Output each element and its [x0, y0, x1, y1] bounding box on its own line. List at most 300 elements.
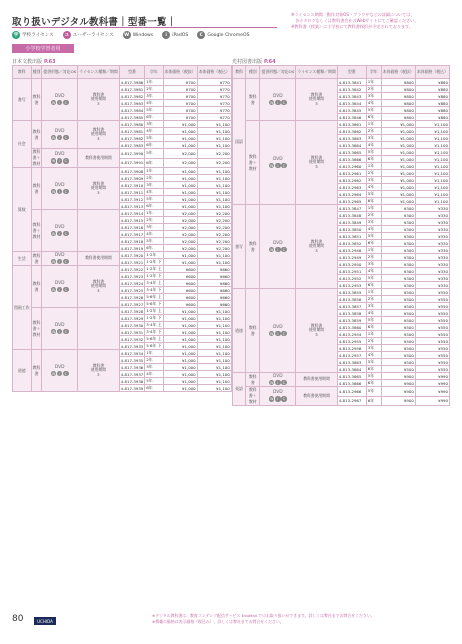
model-number: 4-813-3849	[337, 219, 366, 226]
price-excl-tax: ¥800	[381, 79, 415, 86]
model-number: 4-817-3924	[120, 280, 144, 286]
grade: 5·6年 下	[146, 343, 162, 348]
media-cell	[42, 79, 78, 121]
price-excl-tax: ¥800	[381, 107, 415, 114]
license-cell	[78, 308, 120, 350]
price-excl-tax: ¥600	[163, 273, 197, 280]
price-excl-tax: ¥500	[381, 352, 415, 359]
model-number: 4-813-3860	[337, 324, 366, 331]
price-incl-tax: ¥330	[415, 247, 449, 254]
grade: 2年	[145, 357, 163, 364]
subject-cell: 書写	[13, 79, 32, 121]
grade: 3年	[145, 364, 163, 371]
model-number: 4-817-3920	[120, 252, 144, 258]
legend-icon: 学	[13, 33, 19, 38]
model-number: 4-817-3981	[120, 128, 144, 134]
model-number: 4-813-2951	[337, 268, 366, 275]
model-number: 4-817-3937	[120, 371, 144, 377]
footer-notes	[152, 613, 452, 624]
price-incl-tax: ¥550	[415, 317, 449, 324]
license-cell	[78, 252, 120, 266]
price-excl-tax: ¥1,000	[381, 128, 415, 135]
model-number: 4-817-3933	[120, 343, 144, 349]
type-cell: 教科書	[31, 266, 42, 308]
price-excl-tax: ¥300	[381, 226, 415, 233]
price-excl-tax: ¥800	[381, 93, 415, 100]
grade: 1·2年 下	[146, 259, 162, 264]
model-number: 4-813-3859	[337, 317, 366, 324]
price-incl-tax: ¥2,200	[197, 245, 231, 252]
legend-item	[162, 31, 188, 39]
price-excl-tax: ¥1,000	[163, 357, 197, 364]
price-incl-tax: ¥2,200	[197, 158, 231, 168]
price-incl-tax: ¥1,100	[197, 315, 231, 322]
price-incl-tax: ¥1,100	[415, 184, 449, 191]
media-cell	[260, 387, 296, 406]
grade: 5·6年 上	[146, 336, 162, 341]
price-excl-tax: ¥500	[381, 310, 415, 317]
dvd-media-icon: DVD W i C	[51, 224, 67, 236]
price-excl-tax: ¥2,000	[163, 158, 197, 168]
model-number: 4-813-3866	[337, 380, 366, 387]
grade: 5年	[366, 149, 381, 156]
price-excl-tax: ¥500	[381, 366, 415, 373]
table-row	[13, 252, 232, 259]
model-number: 4-817-3913	[120, 203, 144, 209]
price-incl-tax: ¥990	[415, 387, 449, 397]
grade: 1·2年 下	[146, 273, 162, 278]
grade: 1年	[145, 79, 163, 86]
model-number: 4-813-3842	[337, 86, 366, 93]
price-excl-tax: ¥300	[381, 205, 415, 212]
price-excl-tax: ¥2,000	[163, 231, 197, 238]
header-note: ※ライセンス期間／動作対象OS・ブラウザなどの詳細については、	[291, 12, 415, 17]
model-number: 4-813-2948	[337, 247, 366, 254]
price-excl-tax: ¥1,000	[381, 121, 415, 128]
grade: 5年	[366, 191, 381, 198]
model-number: 4-813-3866	[337, 156, 366, 163]
legend-item	[63, 31, 114, 39]
price-incl-tax: ¥770	[197, 114, 231, 121]
grade: 6年	[366, 380, 381, 387]
model-number: 4-813-2960	[337, 163, 366, 170]
column-header: 学年	[145, 66, 163, 79]
license-cell	[78, 350, 120, 392]
license-info: 教科書 使用期間 3	[308, 154, 325, 169]
price-excl-tax: ¥700	[163, 79, 197, 86]
price-excl-tax: ¥1,000	[163, 329, 197, 336]
type-cell: 教科書＋教材	[246, 121, 260, 205]
model-number: 4-817-3927	[120, 301, 144, 307]
price-incl-tax: ¥1,100	[197, 128, 231, 135]
grade: 2年	[366, 296, 381, 303]
model-number: 4-817-3985	[120, 114, 144, 120]
grade: 3年	[366, 261, 381, 268]
grade: 3年	[145, 121, 163, 128]
license-cell	[296, 387, 338, 406]
license-cell	[78, 210, 120, 252]
grade: 4年	[366, 226, 381, 233]
model-number: 4-813-2965	[337, 198, 366, 205]
price-excl-tax: ¥500	[381, 331, 415, 338]
type-cell: 教科書	[246, 373, 260, 387]
price-incl-tax: ¥1,100	[197, 336, 231, 343]
column-header: 種別	[31, 66, 42, 79]
price-excl-tax: ¥1,000	[163, 128, 197, 135]
license-info: 教科書 使用期間 3	[90, 278, 106, 293]
price-excl-tax: ¥1,000	[163, 182, 197, 189]
price-excl-tax: ¥2,000	[163, 149, 197, 159]
type-cell: 教科書＋教材	[246, 387, 260, 406]
price-incl-tax: ¥1,100	[415, 149, 449, 156]
price-incl-tax: ¥770	[197, 100, 231, 107]
price-incl-tax: ¥1,100	[197, 135, 231, 142]
header-note: 各ホタログもしくは教科書会社のWebサイトにてご確認ください。	[291, 18, 419, 24]
grade: 1年	[366, 289, 381, 296]
grade: 1年	[366, 331, 381, 338]
uchida-logo: UCHIDA	[34, 617, 56, 625]
price-excl-tax: ¥1,000	[163, 142, 197, 149]
price-incl-tax: ¥550	[415, 289, 449, 296]
dvd-media-icon: DVD W i C	[51, 280, 67, 292]
table-row	[233, 373, 450, 380]
type-cell: 教科書	[31, 168, 42, 210]
table-row	[233, 79, 450, 86]
price-excl-tax: ¥300	[381, 275, 415, 282]
grade: 4年	[366, 268, 381, 275]
grade: 6年	[145, 385, 163, 392]
price-excl-tax: ¥1,000	[163, 378, 197, 385]
grade: 5年	[366, 107, 381, 114]
grade: 2年	[366, 86, 381, 93]
grade: 5年	[145, 135, 163, 142]
grade: 6年	[145, 158, 163, 168]
legend-item	[123, 31, 154, 39]
model-number: 4-817-3919	[120, 245, 144, 251]
model-number: 4-813-2954	[337, 331, 366, 338]
left-publisher-heading	[12, 58, 56, 65]
grade: 3年	[366, 303, 381, 310]
price-excl-tax: ¥1,000	[163, 135, 197, 142]
model-number: 4-813-3865	[337, 149, 366, 156]
price-excl-tax: ¥1,000	[163, 336, 197, 343]
grade: 1·2年 上	[146, 308, 162, 313]
price-excl-tax: ¥1,000	[381, 149, 415, 156]
price-incl-tax: ¥1,100	[197, 252, 231, 259]
model-number: 4-813-2949	[337, 254, 366, 261]
column-header: 提供形態／対応OS	[260, 66, 296, 79]
grade: 5年	[145, 107, 163, 114]
dvd-media-icon: DVD W i C	[51, 128, 67, 140]
price-excl-tax: ¥300	[381, 212, 415, 219]
price-incl-tax: ¥550	[415, 324, 449, 331]
license-info: 教科書 使用期間 3	[308, 91, 325, 106]
subject-cell: 国語	[233, 79, 246, 205]
price-incl-tax: ¥880	[415, 79, 449, 86]
model-number: 4-813-2952	[337, 275, 366, 282]
grade: 5年	[145, 149, 163, 159]
model-number: 4-817-3983	[120, 100, 144, 106]
price-excl-tax: ¥300	[381, 219, 415, 226]
license-info: 教科書 使用期間 3	[90, 91, 106, 106]
price-incl-tax: ¥330	[415, 212, 449, 219]
price-incl-tax: ¥550	[415, 296, 449, 303]
table-row	[13, 79, 232, 86]
price-excl-tax: ¥1,000	[163, 189, 197, 196]
price-incl-tax: ¥770	[197, 79, 231, 86]
model-number: 4-817-3918	[120, 238, 144, 244]
grade: 3·4年 下	[146, 329, 162, 334]
grade: 6年	[366, 366, 381, 373]
table-row	[233, 387, 450, 397]
table-row	[233, 205, 450, 212]
license-info: 教科書使用期間	[303, 376, 330, 382]
grade: 1年	[366, 121, 381, 128]
license-cell	[78, 266, 120, 308]
price-incl-tax: ¥1,100	[197, 168, 231, 175]
subject-cell: 英語	[233, 373, 246, 406]
grade: 1·2年	[145, 252, 163, 259]
price-incl-tax: ¥770	[197, 93, 231, 100]
price-excl-tax: ¥1,000	[381, 198, 415, 205]
price-excl-tax: ¥1,000	[163, 343, 197, 350]
price-incl-tax: ¥550	[415, 359, 449, 366]
price-excl-tax: ¥700	[163, 114, 197, 121]
table-row	[13, 149, 232, 159]
grade: 3·4年 上	[146, 280, 162, 285]
price-excl-tax: ¥300	[381, 247, 415, 254]
price-incl-tax: ¥550	[415, 352, 449, 359]
price-excl-tax: ¥1,000	[381, 177, 415, 184]
model-number: 4-813-3848	[337, 212, 366, 219]
left-publisher-name: 日本文教出版	[12, 59, 43, 65]
price-excl-tax: ¥800	[381, 100, 415, 107]
price-incl-tax: ¥330	[415, 282, 449, 289]
model-number: 4-813-3863	[337, 135, 366, 142]
column-header: 型番	[119, 66, 145, 79]
price-incl-tax: ¥660	[197, 294, 231, 301]
model-number: 4-813-3844	[337, 100, 366, 107]
grade: 4年	[366, 184, 381, 191]
model-number: 4-813-3851	[337, 233, 366, 240]
grade: 6年	[366, 324, 381, 331]
type-cell: 教科書	[31, 121, 42, 149]
grade: 1·2年 下	[146, 315, 162, 320]
price-excl-tax: ¥900	[381, 373, 415, 380]
dvd-media-icon: DVD W i C	[270, 390, 286, 401]
license-cell	[296, 121, 338, 205]
grade: 6年	[366, 156, 381, 163]
grade: 5年	[366, 233, 381, 240]
price-incl-tax: ¥1,100	[415, 128, 449, 135]
license-cell	[296, 373, 338, 387]
subject-cell: 図画工作	[13, 266, 32, 350]
dvd-media-icon: DVD W i C	[51, 364, 67, 376]
price-excl-tax: ¥500	[381, 296, 415, 303]
price-incl-tax: ¥1,100	[197, 378, 231, 385]
media-cell	[260, 289, 296, 373]
price-excl-tax: ¥300	[381, 261, 415, 268]
model-number: 4-813-3863	[337, 359, 366, 366]
price-incl-tax: ¥660	[197, 301, 231, 308]
model-number: 4-813-3845	[337, 107, 366, 114]
grade: 3·4年 下	[146, 287, 162, 292]
price-incl-tax: ¥770	[197, 86, 231, 93]
grade: 4年	[145, 100, 163, 107]
column-header: 提供形態／対応OS	[42, 66, 78, 79]
table-row	[13, 210, 232, 217]
grade: 6年	[366, 396, 381, 406]
header-notes	[291, 12, 456, 31]
right-publisher-name: 光村図書出版	[232, 59, 263, 65]
grade: 6年	[366, 198, 381, 205]
price-excl-tax: ¥600	[163, 301, 197, 308]
model-number: 4-817-3916	[120, 224, 144, 230]
column-header: 種別	[246, 66, 260, 79]
model-number: 4-817-3910	[120, 182, 144, 188]
license-info: 教科書使用期間	[303, 392, 330, 398]
model-number: 4-813-2955	[337, 338, 366, 345]
type-cell: 教科書	[246, 289, 260, 373]
price-incl-tax: ¥1,100	[197, 203, 231, 210]
model-number: 4-817-3922	[120, 266, 144, 272]
price-excl-tax: ¥300	[381, 254, 415, 261]
grade: 6年	[145, 114, 163, 121]
media-cell	[260, 121, 296, 205]
price-incl-tax: ¥550	[415, 345, 449, 352]
grade: 6年	[145, 142, 163, 149]
grade: 3年	[145, 182, 163, 189]
price-excl-tax: ¥2,000	[163, 224, 197, 231]
dvd-media-icon: DVD W i C	[51, 93, 67, 105]
price-incl-tax: ¥1,100	[197, 371, 231, 378]
license-info: 教科書使用期間	[85, 255, 112, 261]
grade: 2年	[145, 217, 163, 224]
price-excl-tax: ¥2,000	[163, 238, 197, 245]
model-number: 4-817-3983	[120, 142, 144, 148]
price-incl-tax: ¥660	[197, 273, 231, 280]
model-number: 4-813-3864	[337, 366, 366, 373]
price-incl-tax: ¥1,100	[415, 156, 449, 163]
license-info: 教科書 使用期間 3	[90, 180, 106, 195]
license-cell	[78, 149, 120, 168]
type-cell: 教科書	[31, 350, 42, 392]
price-excl-tax: ¥1,000	[381, 184, 415, 191]
grade: 2年	[366, 254, 381, 261]
price-excl-tax: ¥500	[381, 289, 415, 296]
title-underline	[12, 27, 277, 28]
price-incl-tax: ¥880	[415, 86, 449, 93]
grade: 5年	[366, 373, 381, 380]
model-number: 4-817-3991	[119, 158, 145, 168]
media-cell	[260, 205, 296, 289]
price-excl-tax: ¥1,000	[163, 322, 197, 329]
model-number: 4-813-2964	[337, 191, 366, 198]
price-incl-tax: ¥330	[415, 254, 449, 261]
grade: 5·6年 上	[146, 294, 162, 299]
price-incl-tax: ¥1,100	[197, 121, 231, 128]
price-incl-tax: ¥1,100	[415, 121, 449, 128]
grade: 2年	[366, 338, 381, 345]
price-incl-tax: ¥330	[415, 240, 449, 247]
model-number: 4-813-3857	[337, 303, 366, 310]
price-excl-tax: ¥500	[381, 303, 415, 310]
price-excl-tax: ¥800	[381, 114, 415, 121]
legend	[12, 31, 259, 39]
price-incl-tax: ¥550	[415, 338, 449, 345]
grade: 4年	[145, 371, 163, 378]
legend-label: ユーザーライセンス	[72, 33, 114, 38]
grade: 6年	[145, 245, 163, 252]
model-number: 4-817-3923	[120, 273, 144, 279]
price-excl-tax: ¥700	[163, 107, 197, 114]
table-row	[13, 168, 232, 175]
legend-label: iPadOS	[172, 32, 189, 38]
price-incl-tax: ¥880	[415, 114, 449, 121]
model-number: 4-813-2956	[337, 345, 366, 352]
grade: 2年	[366, 170, 381, 177]
left-page-ref: P.63	[44, 59, 56, 65]
subject-cell: 道徳	[13, 350, 32, 392]
grade: 3年	[366, 177, 381, 184]
grade: 5·6年 下	[146, 301, 162, 306]
model-number: 4-817-3934	[120, 350, 144, 356]
license-info: 教科書 使用期間 3	[90, 126, 106, 141]
price-incl-tax: ¥330	[415, 205, 449, 212]
column-header: 本体価格（税抜）	[381, 66, 415, 79]
model-number: 4-817-3981	[120, 86, 144, 92]
model-number: 4-817-3982	[120, 135, 144, 141]
price-excl-tax: ¥1,000	[163, 196, 197, 203]
price-excl-tax: ¥1,000	[381, 142, 415, 149]
header-note: ※教科書（授業）に小学校にて教科書採択が予定されております。	[291, 24, 413, 30]
column-header: 学年	[366, 66, 381, 79]
model-number: 4-813-3855	[337, 289, 366, 296]
grade: 2年	[145, 175, 163, 182]
model-number: 4-813-3852	[337, 240, 366, 247]
price-incl-tax: ¥990	[415, 396, 449, 406]
price-incl-tax: ¥1,100	[415, 198, 449, 205]
price-excl-tax: ¥300	[381, 268, 415, 275]
price-incl-tax: ¥1,100	[415, 170, 449, 177]
column-header: ライセンス種類／期間	[78, 66, 120, 79]
price-incl-tax: ¥330	[415, 261, 449, 268]
price-incl-tax: ¥330	[415, 226, 449, 233]
grade: 1年	[145, 168, 163, 175]
footer-note: ※掲載の価格は表示価格（税込み）、詳しくは弊社までお問合せください。	[152, 618, 284, 624]
price-excl-tax: ¥800	[381, 86, 415, 93]
model-number: 4-813-3843	[337, 93, 366, 100]
price-incl-tax: ¥1,100	[197, 350, 231, 357]
media-cell	[260, 373, 296, 387]
grade: 2年	[366, 212, 381, 219]
model-number: 4-817-3932	[120, 336, 144, 342]
dvd-media-icon: DVD W i C	[51, 152, 67, 163]
grade: 4年	[366, 310, 381, 317]
price-incl-tax: ¥1,100	[415, 142, 449, 149]
type-cell: 教科書＋教材	[32, 149, 41, 166]
price-excl-tax: ¥600	[163, 287, 197, 294]
price-excl-tax: ¥300	[381, 282, 415, 289]
grade: 6年	[366, 282, 381, 289]
price-excl-tax: ¥900	[381, 396, 415, 406]
model-number: 4-817-3908	[120, 168, 144, 174]
price-excl-tax: ¥1,000	[163, 315, 197, 322]
license-cell	[78, 79, 120, 121]
model-number: 4-817-3914	[120, 210, 144, 216]
price-excl-tax: ¥2,000	[163, 245, 197, 252]
grade: 2年	[145, 86, 163, 93]
